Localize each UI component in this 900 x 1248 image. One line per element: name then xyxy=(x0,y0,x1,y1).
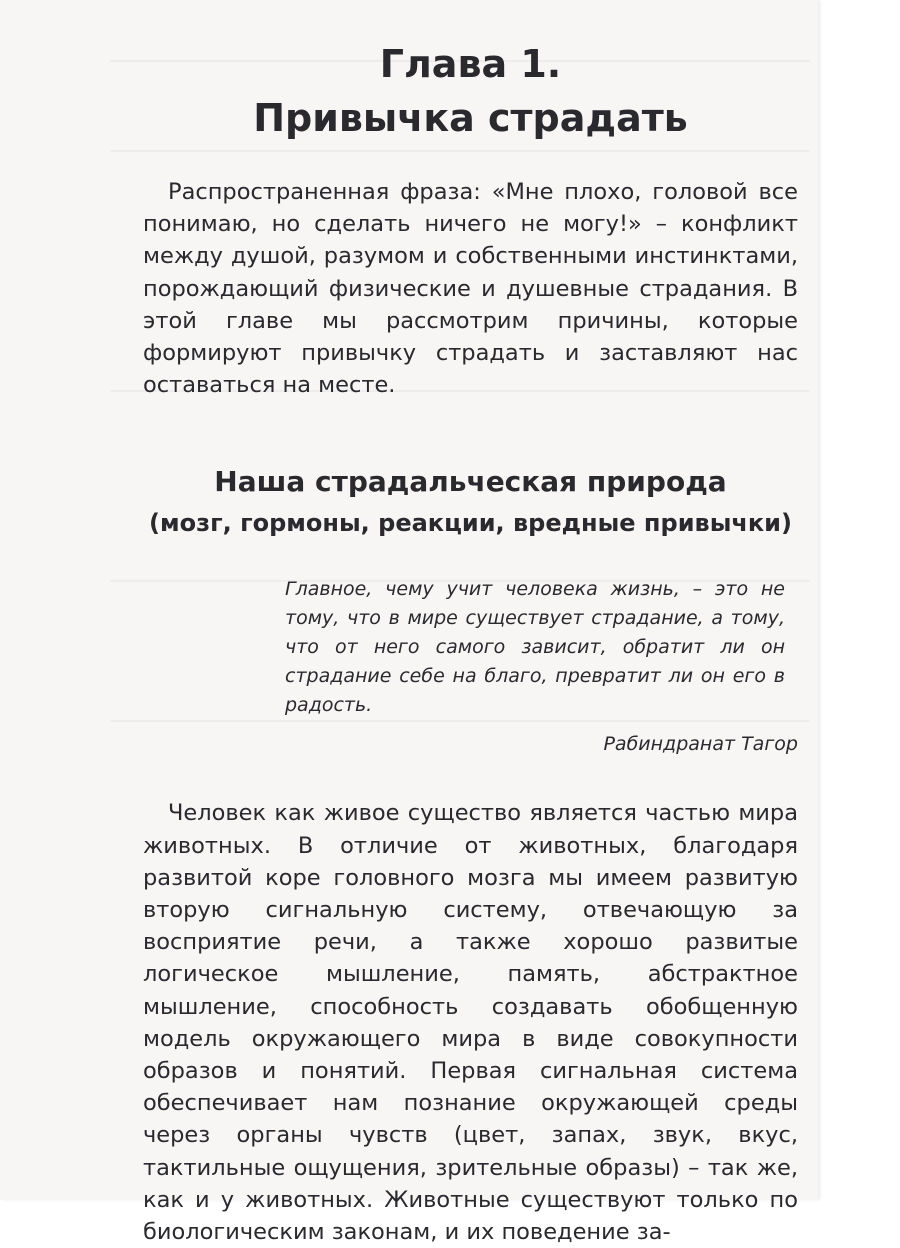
chapter-title: Привычка страдать xyxy=(253,96,688,140)
epigraph-quote: Главное, чему учит человека жизнь, – это не тому, что в мире существует страдание, а тому, что от него самого зависит, обратит ли он страдание себе на благо, превратит ли он его в радость. xyxy=(285,578,785,717)
body-paragraph: Человек как живое существо является частью мира животных. В отличие от животных, благодаря развитой коре головного мозга мы имеем развитую вторую сигнальную систему, отвечающую за восприятие речи, а также хорошо развитые логическое мышление, память, абстрактное мышление, способность создавать обобщенную модель окружающего мира в виде совокупности образов и понятий. Первая сигнальная система обеспечивает нам познание окружающей среды через органы чувств (цвет, запах, звук, вкус, тактильные ощущения, зрительные образы) – так же, как и у животных. Животные существуют только по биологическим законам, и их поведение за- xyxy=(143,800,798,1246)
section-subtitle: (мозг, гормоны, реакции, вредные привычки) xyxy=(149,509,792,538)
page-content xyxy=(143,30,798,1248)
intro-paragraph: Распространенная фраза: «Мне плохо, головой все понимаю, но сделать ничего не могу!» – конфликт между душой, разумом и собственными инстинктами, порождающий физические и душевные страдания. В этой главе мы рассмотрим причины, которые формируют привычку страдать и заставляют нас оставаться на месте. xyxy=(143,179,798,399)
chapter-number: Глава 1. xyxy=(379,42,562,86)
epigraph-author: Рабиндранат Тагор xyxy=(603,733,798,756)
section-title: Наша страдальческая природа xyxy=(214,465,727,499)
